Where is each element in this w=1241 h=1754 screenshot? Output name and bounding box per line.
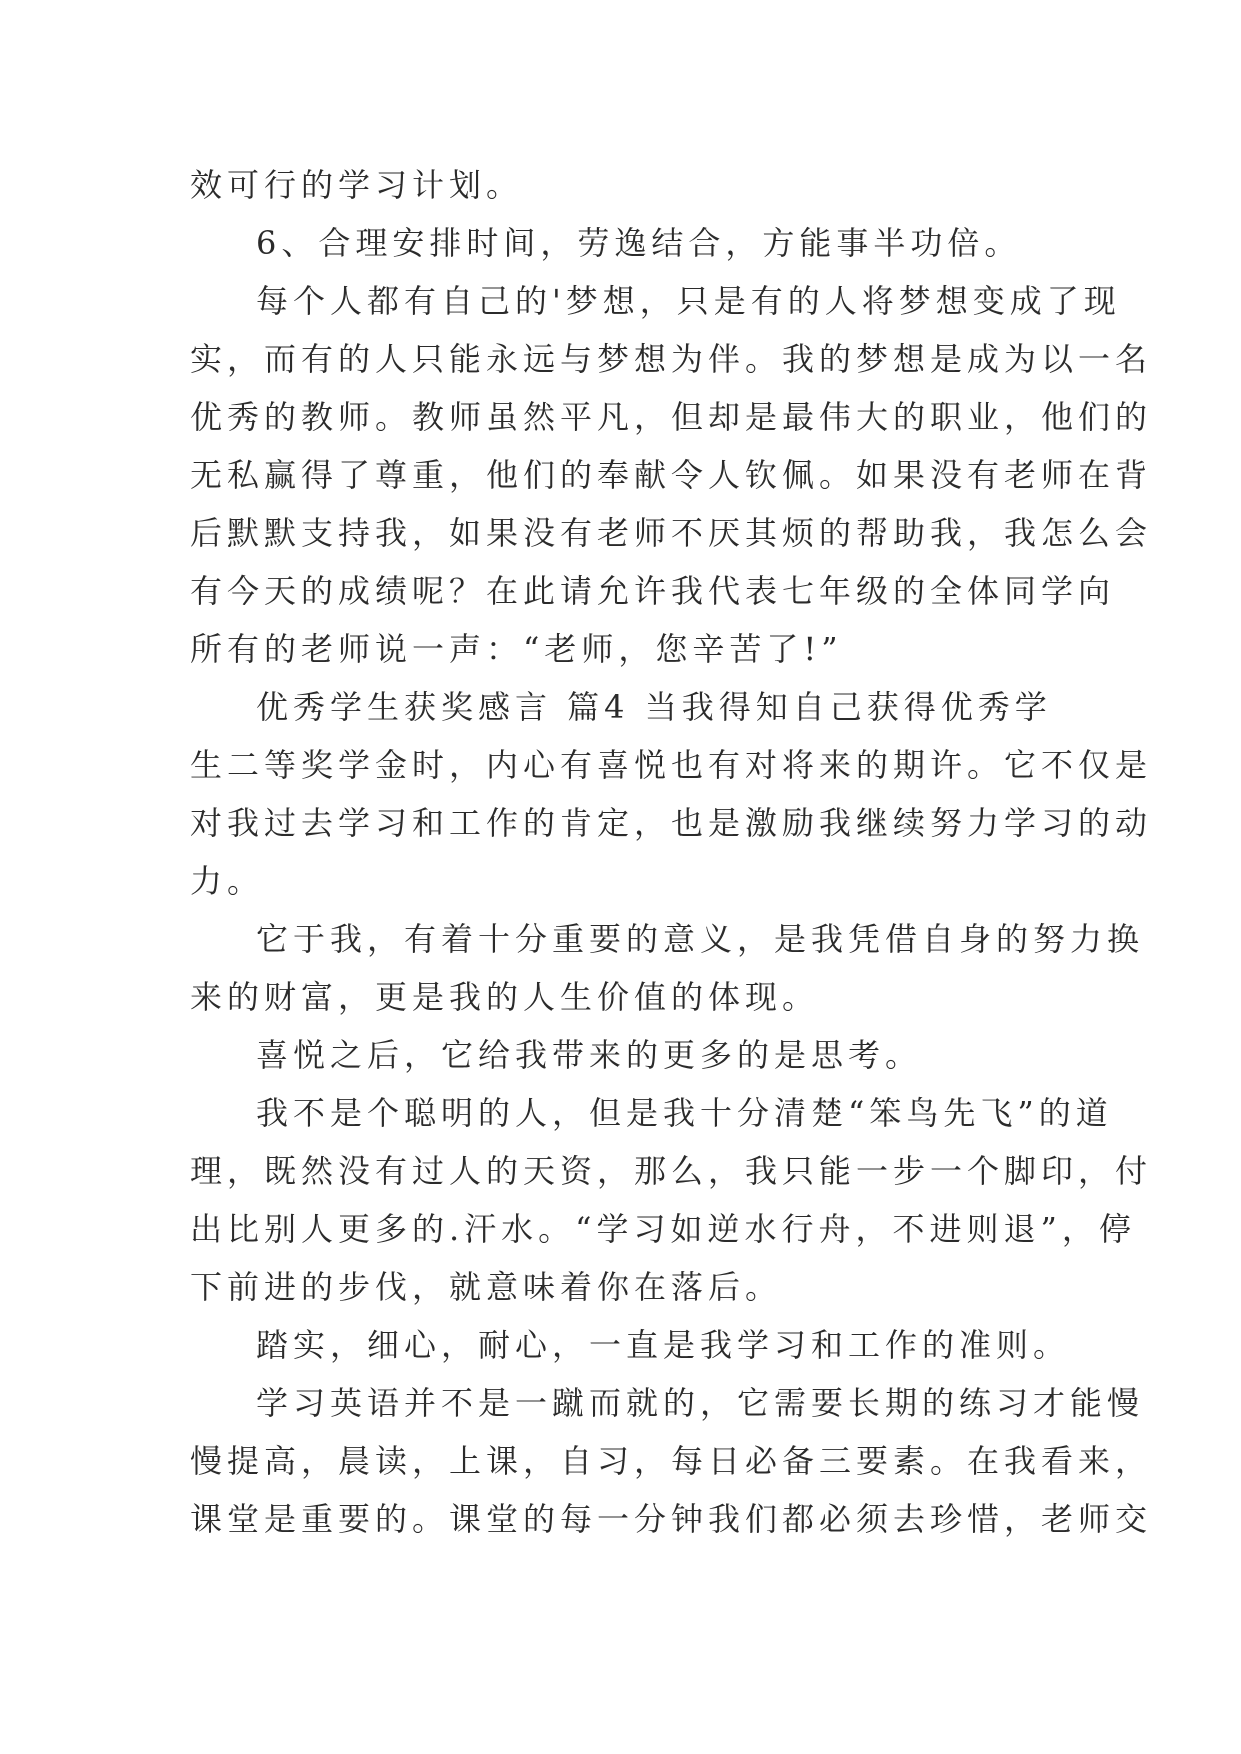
text-line: 力。 [190,862,265,900]
text-line: 6、合理安排时间，劳逸结合，方能事半功倍。 [256,224,1022,262]
text-line: 生二等奖学金时，内心有喜悦也有对将来的期许。它不仅是 [190,746,1153,784]
text-line: 学习英语并不是一蹴而就的，它需要长期的练习才能慢 [256,1384,1145,1422]
text-line: 所有的老师说一声：“老师，您辛苦了!” [190,630,843,668]
section-heading-line: 优秀学生获奖感言 篇4 当我得知自己获得优秀学 [256,688,1052,726]
text-line: 出比别人更多的.汗水。“学习如逆水行舟，不进则退”，停 [190,1210,1136,1248]
text-line: 慢提高，晨读，上课，自习，每日必备三要素。在我看来， [190,1442,1153,1480]
text-line: 下前进的步伐，就意味着你在落后。 [190,1268,783,1306]
text-line: 踏实，细心，耐心，一直是我学习和工作的准则。 [256,1326,1071,1364]
text-line: 效可行的学习计划。 [190,166,524,204]
text-line: 实，而有的人只能永远与梦想为伴。我的梦想是成为以一名 [190,340,1153,378]
text-line: 有今天的成绩呢？在此请允许我代表七年级的全体同学向 [190,572,1116,610]
text-line: 喜悦之后，它给我带来的更多的是思考。 [256,1036,923,1074]
text-line: 每个人都有自己的'梦想，只是有的人将梦想变成了现 [256,282,1121,320]
text-line: 我不是个聪明的人，但是我十分清楚“笨鸟先飞”的道 [256,1094,1113,1132]
text-line: 来的财富，更是我的人生价值的体现。 [190,978,820,1016]
text-line: 对我过去学习和工作的肯定，也是激励我继续努力学习的动 [190,804,1153,842]
text-line: 优秀的教师。教师虽然平凡，但却是最伟大的职业，他们的 [190,398,1153,436]
text-line: 后默默支持我，如果没有老师不厌其烦的帮助我，我怎么会 [190,514,1153,552]
text-line: 无私赢得了尊重，他们的奉献令人钦佩。如果没有老师在背 [190,456,1153,494]
text-line: 它于我，有着十分重要的意义，是我凭借自身的努力换 [256,920,1145,958]
text-line: 课堂是重要的。课堂的每一分钟我们都必须去珍惜，老师交 [190,1500,1153,1538]
text-line: 理，既然没有过人的天资，那么，我只能一步一个脚印，付 [190,1152,1153,1190]
